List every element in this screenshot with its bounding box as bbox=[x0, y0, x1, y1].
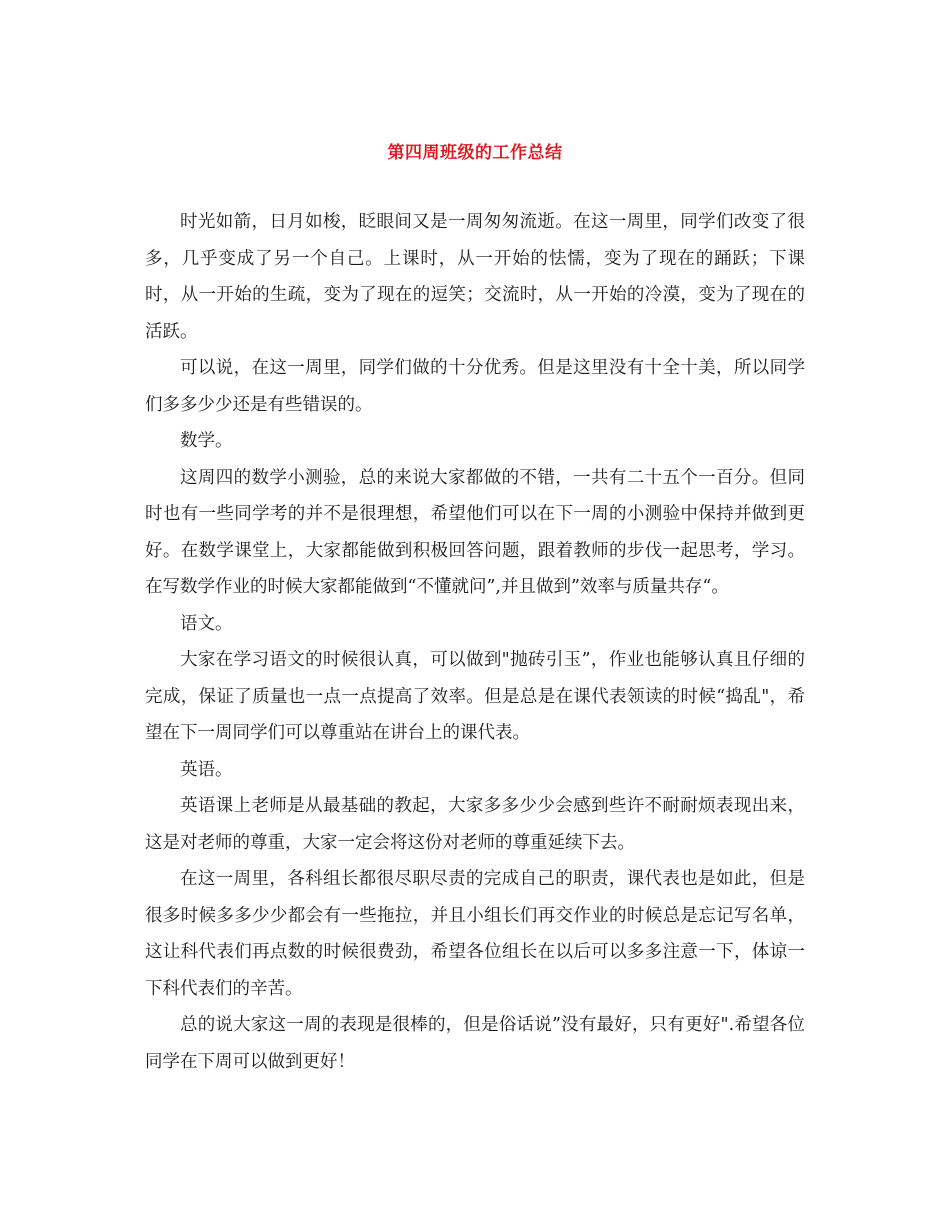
section-heading-chinese: 语文。 bbox=[180, 613, 233, 634]
paragraph-math: 这周四的数学小测验，总的来说大家都做的不错，一共有二十五个一百分。但同时也有一些同学考的并不是很理想，希望他们可以在下一周的小测验中保持并做到更好。在数学课堂上，大家都能做到积极回答问题，跟着教师的步伐一起思考，学习。在写数学作业的时候大家都能做到“不懂就问”,并且做到”效率与质量共存“。 bbox=[145, 467, 805, 597]
document-title: 第四周班级的工作总结 bbox=[387, 143, 563, 163]
section-heading-math: 数学。 bbox=[180, 431, 233, 451]
paragraph-group-leaders: 在这一周里，各科组长都很尽职尽责的完成自己的职责，课代表也是如此，但是很多时候多多少少都会有一些拖拉，并且小组长们再交作业的时候总是忘记写名单，这让科代表们再点数的时候很费劲，希望各位组长在以后可以多多注意一下，体谅一下科代表们的辛苦。 bbox=[145, 869, 805, 999]
paragraph-summary: 可以说，在这一周里，同学们做的十分优秀。但是这里没有十全十美，所以同学们多多少少还是有些错误的。 bbox=[145, 358, 805, 415]
paragraph-chinese: 大家在学习语文的时候很认真，可以做到"抛砖引玉”，作业也能够认真且仔细的完成，保证了质量也一点一点提高了效率。但是总是在课代表领读的时候“捣乱"，希望在下一周同学们可以尊重站在讲台上的课代表。 bbox=[145, 650, 805, 743]
paragraph-english: 英语课上老师是从最基础的教起，大家多多少少会感到些许不耐耐烦表现出来，这是对老师的尊重，大家一定会将这份对老师的尊重延续下去。 bbox=[145, 796, 805, 853]
document-body bbox=[145, 204, 805, 1080]
section-heading-english: 英语。 bbox=[180, 759, 233, 780]
paragraph-conclusion: 总的说大家这一周的表现是很棒的，但是俗话说”没有最好，只有更好".希望各位同学在下周可以做到更好！ bbox=[145, 1015, 805, 1072]
paragraph-intro: 时光如箭，日月如梭，眨眼间又是一周匆匆流逝。在这一周里，同学们改变了很多，几乎变成了另一个自己。上课时，从一开始的怯懦，变为了现在的踊跃；下课时，从一开始的生疏，变为了现在的逗笑；交流时，从一开始的冷漠，变为了现在的活跃。 bbox=[145, 212, 805, 342]
